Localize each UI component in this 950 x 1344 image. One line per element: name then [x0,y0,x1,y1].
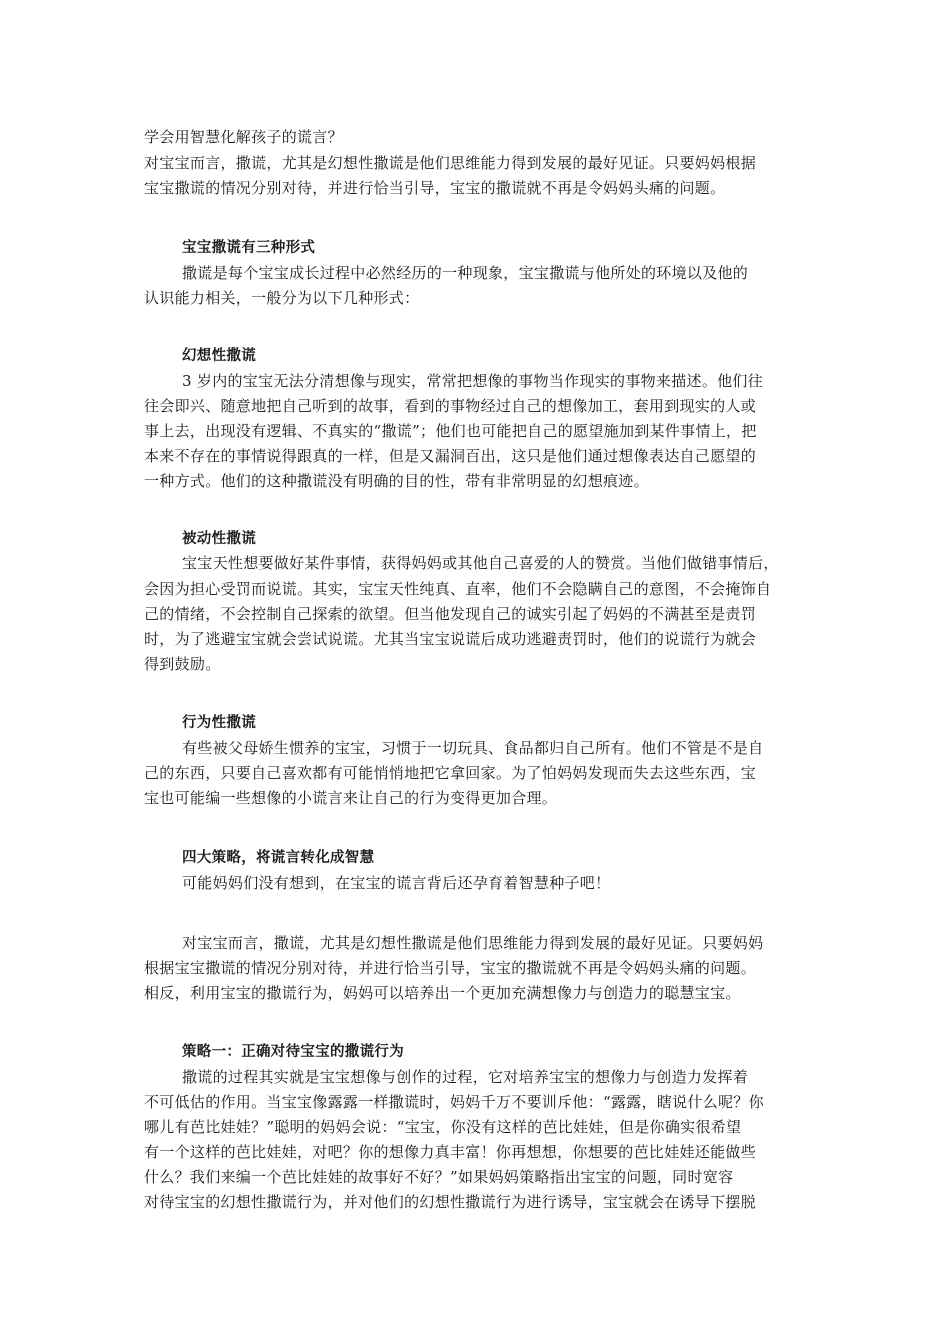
paragraph-line: 得到鼓励。 [144,655,221,673]
paragraph-line: 对待宝宝的幻想性撒谎行为，并对他们的幻想性撒谎行为进行诱导，宝宝就会在诱导下摆脱 [144,1193,757,1211]
paragraph-line: 宝宝天性想要做好某件事情，获得妈妈或其他自己喜爱的人的赞赏。当他们做错事情后， [182,554,779,572]
paragraph-line: 一种方式。他们的这种撒谎没有明确的目的性，带有非常明显的幻想痕迹。 [144,472,649,490]
paragraph-line: 对宝宝而言，撒谎，尤其是幻想性撒谎是他们思维能力得到发展的最好见证。只要妈妈 [182,934,764,952]
paragraph-line: 对宝宝而言，撒谎，尤其是幻想性撒谎是他们思维能力得到发展的最好见证。只要妈妈根据 [144,154,757,172]
section-heading: 幻想性撒谎 [182,348,256,364]
section-heading: 四大策略，将谎言转化成智慧 [182,850,375,866]
paragraph-line: 己的情绪，不会控制自己探索的欲望。但当他发现自己的诚实引起了妈妈的不满甚至是责罚 [144,605,757,623]
section-heading: 策略一：正确对待宝宝的撒谎行为 [182,1044,404,1060]
paragraph-line: 认识能力相关，一般分为以下几种形式： [144,289,420,307]
section-heading: 宝宝撒谎有三种形式 [182,240,316,256]
paragraph-line: 本来不存在的事情说得跟真的一样，但是又漏洞百出，这只是他们通过想像表达自己愿望的 [144,447,757,465]
paragraph-line: 什么？我们来编一个芭比娃娃的故事好不好？”如果妈妈策略指出宝宝的问题，同时宽容 [144,1168,734,1186]
paragraph-line: 3 岁内的宝宝无法分清想像与现实，常常把想像的事物当作现实的事物来描述。他们往 [182,372,764,390]
paragraph-line: 哪儿有芭比娃娃？”聪明的妈妈会说：“宝宝，你没有这样的芭比娃娃，但是你确实很希望 [144,1118,742,1136]
paragraph-line: 相反，利用宝宝的撒谎行为，妈妈可以培养出一个更加充满想像力与创造力的聪慧宝宝。 [144,984,741,1002]
paragraph-line: 撒谎的过程其实就是宝宝想像与创作的过程，它对培养宝宝的想像力与创造力发挥着 [182,1068,749,1086]
paragraph-line: 撒谎是每个宝宝成长过程中必然经历的一种现象，宝宝撒谎与他所处的环境以及他的 [182,264,749,282]
paragraph-line: 根据宝宝撒谎的情况分别对待，并进行恰当引导，宝宝的撒谎就不再是令妈妈头痛的问题。 [144,959,757,977]
paragraph-line: 时，为了逃避宝宝就会尝试说谎。尤其当宝宝说谎后成功逃避责罚时，他们的说谎行为就会 [144,630,757,648]
paragraph-line: 可能妈妈们没有想到，在宝宝的谎言背后还孕育着智慧种子吧！ [182,874,611,892]
paragraph-line: 不可低估的作用。当宝宝像露露一样撒谎时，妈妈千万不要训斥他：“露露，瞎说什么呢？你 [144,1093,764,1111]
paragraph-line: 往会即兴、随意地把自己听到的故事，看到的事物经过自己的想像加工，套用到现实的人或 [144,397,757,415]
paragraph-line: 己的东西，只要自己喜欢都有可能悄悄地把它拿回家。为了怕妈妈发现而失去这些东西，宝 [144,764,757,782]
paragraph-line: 宝也可能编一些想像的小谎言来让自己的行为变得更加合理。 [144,789,558,807]
section-heading: 行为性撒谎 [182,715,256,731]
paragraph-line: 宝宝撒谎的情况分别对待，并进行恰当引导，宝宝的撒谎就不再是令妈妈头痛的问题。 [144,179,726,197]
section-heading: 被动性撒谎 [182,531,256,547]
paragraph-line: 事上去，出现没有逻辑、不真实的“撒谎”；他们也可能把自己的愿望施加到某件事情上，把 [144,422,757,440]
paragraph-line: 有一个这样的芭比娃娃，对吧？你的想像力真丰富！你再想想，你想要的芭比娃娃还能做些 [144,1143,757,1161]
document-title: 学会用智慧化解孩子的谎言？ [144,128,343,146]
paragraph-line: 有些被父母娇生惯养的宝宝，习惯于一切玩具、食品都归自己所有。他们不管是不是自 [182,739,764,757]
paragraph-line: 会因为担心受罚而说谎。其实，宝宝天性纯真、直率，他们不会隐瞒自己的意图，不会掩饰自 [144,580,772,598]
